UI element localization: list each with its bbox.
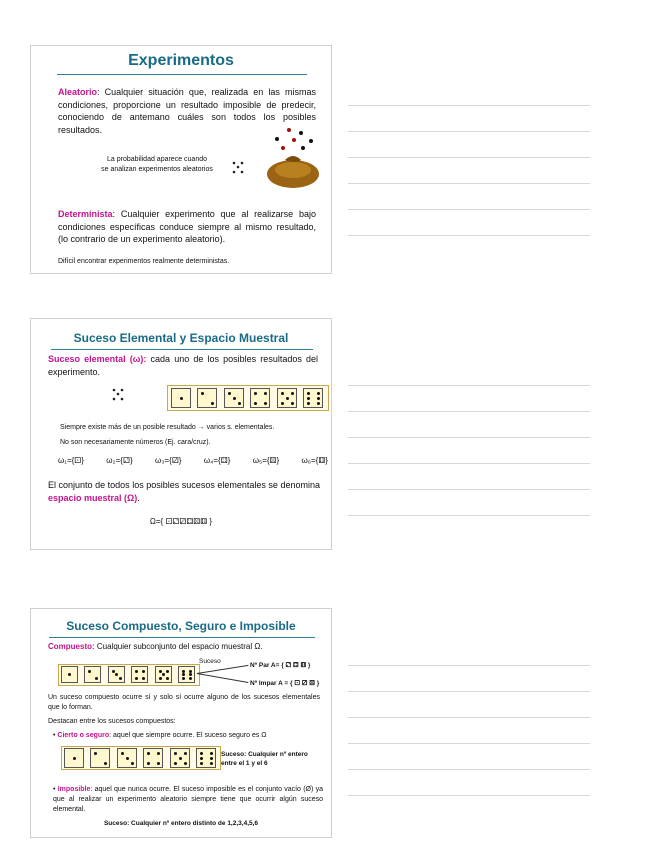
impar-label: Nº Impar A = { ⚀ ⚂ ⚄ } bbox=[250, 680, 320, 687]
note-line bbox=[348, 743, 590, 744]
note-line bbox=[348, 717, 590, 718]
destacan-text: Destacan entre los sucesos compuestos: bbox=[48, 718, 176, 725]
compuesto-explanation: Un suceso compuesto ocurre sí y solo sí ocurre alguno de los sucesos elementales que lo forman. bbox=[48, 694, 320, 711]
note-2: No son necesariamente números (Ej. cara/cruz). bbox=[60, 439, 211, 446]
title-underline bbox=[51, 349, 313, 350]
omega-1: ω₁={⚀} bbox=[58, 456, 84, 465]
die-face-6 bbox=[196, 748, 216, 768]
imposible-bullet: • Imposible: aquel que nunca ocurre. El suceso imposible es el conjunto vacío (Ø) ya que al realizar un experimento aleatorio siempre tiene que ocurrir algún suceso elemental. bbox=[53, 786, 323, 813]
par-label: Nº Par A= { ⚁ ⚃ ⚅ } bbox=[250, 662, 311, 669]
slide-title: Experimentos bbox=[128, 52, 234, 69]
die-face-6 bbox=[178, 666, 195, 683]
die-face-3 bbox=[108, 666, 125, 683]
imposible-text: : aquel que nunca ocurre. El suceso imposible es el conjunto vacío (Ø) ya que al realizar un experimento aleatorio siempre tiene que ocurrir algún suceso elemental. bbox=[53, 786, 323, 813]
compuesto-paragraph bbox=[48, 641, 318, 654]
caption bbox=[77, 155, 237, 175]
determinista-term: Determinista bbox=[58, 209, 113, 219]
conjunto-paragraph bbox=[48, 479, 320, 504]
conjunto-end: . bbox=[137, 492, 140, 503]
slide-espacio-muestral bbox=[30, 318, 332, 550]
dice-icon bbox=[111, 387, 125, 403]
footnote: Difícil encontrar experimentos realmente deterministas. bbox=[58, 258, 230, 265]
espacio-muestral-term: espacio muestral (Ω) bbox=[48, 492, 138, 503]
compuesto-term: Compuesto: bbox=[48, 642, 95, 651]
die-face-5 bbox=[277, 388, 297, 408]
caption-line-2: se analizan experimentos aleatorios bbox=[101, 166, 213, 173]
note-line bbox=[348, 437, 590, 438]
suceso-elemental-paragraph bbox=[48, 353, 318, 378]
seguro-bullet: • Cierto o seguro: aquel que siempre ocurre. El suceso seguro es Ω bbox=[53, 732, 267, 739]
omega-5: ω₅={⚄} bbox=[252, 456, 280, 465]
note-line bbox=[348, 411, 590, 412]
note-line bbox=[348, 665, 590, 666]
die-face-1 bbox=[61, 666, 78, 683]
seguro-note: Suceso: Cualquier nº entero entre el 1 y el 6 bbox=[221, 751, 308, 767]
omega-2: ω₂={⚁} bbox=[106, 456, 133, 465]
suceso-elemental-term: Suceso elemental (ω): bbox=[48, 354, 147, 364]
dice-icon bbox=[231, 160, 245, 176]
die-face-2 bbox=[84, 666, 101, 683]
scattered-dice-dots-image bbox=[269, 126, 319, 152]
coin-pouch-image bbox=[265, 150, 321, 190]
omega-set: Ω={ ⚀⚁⚂⚃⚄⚅ } bbox=[149, 517, 213, 526]
die-face-4 bbox=[143, 748, 163, 768]
note-line bbox=[348, 183, 590, 184]
determinista-text: : Cualquier experimento que al realizarse bajo condiciones específicas conduce siempre al mismo resultado, (lo contrario de un experimento aleatorio). bbox=[58, 209, 316, 244]
die-face-5 bbox=[155, 666, 172, 683]
compuesto-text: Cualquier subconjunto del espacio muestral Ω. bbox=[94, 642, 263, 651]
arrow-to-impar bbox=[197, 673, 248, 683]
die-face-1 bbox=[171, 388, 191, 408]
omega-3: ω₃={⚂} bbox=[155, 456, 182, 465]
aleatorio-text: : Cualquier situación que, realizada en las mismas condiciones, proporcione un resultado imposible de predecir, conociendo de antemano cuáles son todos los posibles resultados. bbox=[58, 87, 316, 135]
title-underline bbox=[57, 74, 307, 75]
conjunto-text: El conjunto de todos los posibles sucesos elementales se denomina bbox=[48, 480, 320, 490]
die-face-2 bbox=[197, 388, 217, 408]
note-line bbox=[348, 157, 590, 158]
slide-title: Suceso Compuesto, Seguro e Imposible bbox=[66, 619, 296, 633]
note-line bbox=[348, 385, 590, 386]
note-line bbox=[348, 235, 590, 236]
note-line bbox=[348, 463, 590, 464]
dice-faces-row bbox=[167, 385, 329, 411]
title-underline bbox=[49, 637, 315, 638]
die-face-5 bbox=[170, 748, 190, 768]
caption-line-1: La probabilidad aparece cuando bbox=[106, 156, 208, 163]
note-line bbox=[348, 515, 590, 516]
aleatorio-term: Aleatorio bbox=[58, 87, 98, 97]
slide-experimentos bbox=[30, 45, 332, 274]
note-1: Siempre existe más de un posible resultado → varios s. elementales. bbox=[60, 424, 275, 431]
imposible-term: Imposible bbox=[57, 786, 91, 793]
dice-faces-row-seguro bbox=[61, 746, 221, 770]
suceso-label: Suceso bbox=[199, 658, 221, 665]
seguro-text: : aquel que siempre ocurre. El suceso seguro es Ω bbox=[109, 732, 267, 739]
dice-faces-row bbox=[58, 664, 200, 686]
die-face-1 bbox=[64, 748, 84, 768]
die-face-2 bbox=[90, 748, 110, 768]
note-line bbox=[348, 209, 590, 210]
die-face-4 bbox=[250, 388, 270, 408]
suceso-elemental-text: cada uno de los posibles resultados del experimento. bbox=[48, 354, 318, 377]
note-line bbox=[348, 769, 590, 770]
die-face-6 bbox=[303, 388, 323, 408]
imposible-note: Suceso: Cualquier nº entero distinto de 1,2,3,4,5,6 bbox=[103, 820, 259, 827]
omega-4: ω₄={⚃} bbox=[203, 456, 231, 465]
omega-list bbox=[58, 456, 328, 465]
determinista-paragraph bbox=[58, 208, 316, 246]
die-face-4 bbox=[131, 666, 148, 683]
omega-6: ω₆={⚅} bbox=[301, 456, 328, 465]
note-line bbox=[348, 105, 590, 106]
note-line bbox=[348, 131, 590, 132]
die-face-3 bbox=[117, 748, 137, 768]
slide-suceso-compuesto bbox=[30, 608, 332, 838]
slide-title: Suceso Elemental y Espacio Muestral bbox=[73, 331, 289, 345]
seguro-term: Cierto o seguro bbox=[57, 732, 110, 739]
note-line bbox=[348, 489, 590, 490]
note-line bbox=[348, 691, 590, 692]
note-line bbox=[348, 795, 590, 796]
die-face-3 bbox=[224, 388, 244, 408]
